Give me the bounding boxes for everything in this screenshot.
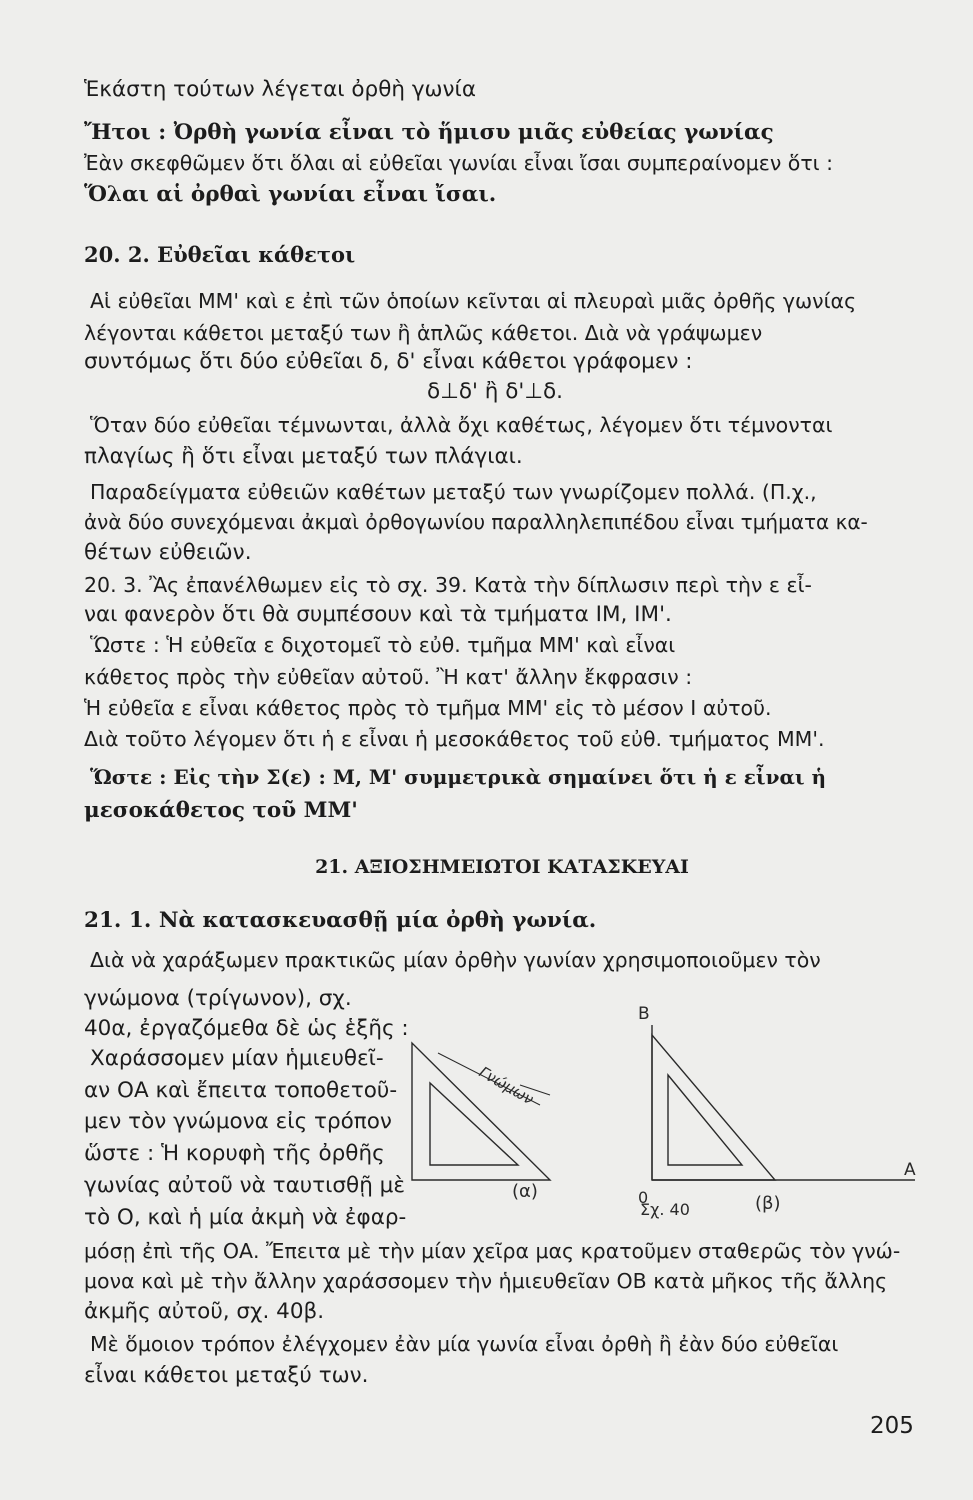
paragraph-line: συντόμως ὅτι δύο εὐθεῖαι δ, δ' εἶναι κάθετοι γράφομεν :: [84, 349, 693, 374]
section-20-3-line: 20. 3. Ἂς ἐπανέλθωμεν εἰς τὸ σχ. 39. Κατὰ τὴν δίπλωσιν περὶ τὴν ε εἶ-: [84, 573, 812, 597]
perpendicular-notation: δ⊥δ' ἢ δ'⊥δ.: [426, 379, 564, 404]
paragraph-line: Ὅταν δύο εὐθεῖαι τέμνωνται, ἀλλὰ ὄχι καθέτως, λέγομεν ὅτι τέμνονται: [90, 413, 833, 437]
paragraph-line: κάθετος πρὸς τὴν εὐθεῖαν αὐτοῦ. Ἢ κατ' ἄλλην ἔκφρασιν :: [84, 665, 693, 689]
paragraph-line: 40α, ἐργαζόμεθα δὲ ὡς ἑξῆς :: [84, 1016, 409, 1041]
perpendicular-bisector-statement-end: μεσοκάθετος τοῦ ΜΜ': [84, 798, 358, 823]
point-o-label: 0: [638, 1188, 649, 1207]
set-square-b-outline: [652, 1035, 775, 1180]
page-number: 205: [870, 1413, 914, 1439]
figure-label-b: (β): [755, 1193, 781, 1214]
ruler-label: Γνώμων: [476, 1062, 537, 1109]
line-right-angle-definition: Ἑκάστη τούτων λέγεται ὀρθὴ γωνία: [84, 77, 477, 102]
point-b-label: B: [638, 1004, 650, 1024]
paragraph-line: πλαγίως ἢ ὅτι εἶναι μεταξύ των πλάγιαι.: [84, 444, 523, 469]
paragraph-line: ἀνὰ δύο συνεχόμεναι ἀκμαὶ ὀρθογωνίου παραλληλεπιπέδου εἶναι τμήματα κα-: [84, 510, 868, 534]
chapter-heading-21: 21. ΑΞΙΟΣΗΜΕΙΩΤΟΙ ΚΑΤΑΣΚΕΥΑΙ: [315, 856, 689, 878]
paragraph-line: ἀκμῆς αὐτοῦ, σχ. 40β.: [84, 1299, 325, 1324]
paragraph-line: ὥστε : Ἡ κορυφὴ τῆς ὀρθῆς: [84, 1141, 385, 1166]
paragraph-line: θέτων εὐθειῶν.: [84, 540, 252, 565]
paragraph-line: Ὥστε : Ἡ εὐθεῖα ε διχοτομεῖ τὸ εὐθ. τμῆμα ΜΜ' καὶ εἶναι: [90, 633, 676, 657]
paragraph-line: εἶναι κάθετοι μεταξύ των.: [84, 1363, 369, 1388]
line-all-straight-angles-equal: Ἐὰν σκεφθῶμεν ὅτι ὅλαι αἱ εὐθεῖαι γωνίαι εἶναι ἴσαι συμπεραίνομεν ὅτι :: [84, 151, 834, 175]
paragraph-line: γωνίας αὐτοῦ νὰ ταυτισθῇ μὲ: [84, 1173, 405, 1198]
paragraph-line: Παραδείγματα εὐθειῶν καθέτων μεταξύ των γνωρίζομεν πολλά. (Π.χ.,: [90, 480, 817, 504]
paragraph-line: Αἱ εὐθεῖαι ΜΜ' καὶ ε ἐπὶ τῶν ὁποίων κεῖνται αἱ πλευραὶ μιᾶς ὀρθῆς γωνίας: [90, 289, 857, 313]
line-all-right-angles-equal: Ὅλαι αἱ ὀρθαὶ γωνίαι εἶναι ἴσαι.: [84, 182, 497, 207]
set-square-b-inner-cutout: [668, 1075, 742, 1165]
paragraph-line: τὸ Ο, καὶ ἡ μία ἀκμὴ νὰ ἐφαρ-: [84, 1205, 407, 1230]
paragraph-line: Ἡ εὐθεῖα ε εἶναι κάθετος πρὸς τὸ τμῆμα ΜΜ' εἰς τὸ μέσον Ι αὐτοῦ.: [84, 696, 772, 720]
figure-caption: Σχ. 40: [640, 1200, 690, 1219]
paragraph-line: Χαράσσομεν μίαν ἡμιευθεῖ-: [90, 1046, 384, 1071]
figure-40a-set-square: [412, 1043, 550, 1180]
paragraph-line: μεν τὸν γνώμονα εἰς τρόπον: [84, 1109, 392, 1134]
paragraph-line: μόσῃ ἐπὶ τῆς ΟΑ. Ἔπειτα μὲ τὴν μίαν χεῖρα μας κρατοῦμεν σταθερῶς τὸν γνώ-: [84, 1239, 901, 1263]
figure-40b-angle: [652, 1025, 915, 1180]
paragraph-line: μονα καὶ μὲ τὴν ἄλλην χαράσσομεν τὴν ἡμιευθεῖαν ΟΒ κατὰ μῆκος τῆς ἄλλης: [84, 1269, 888, 1293]
paragraph-line: Διὰ τοῦτο λέγομεν ὅτι ἡ ε εἶναι ἡ μεσοκάθετος τοῦ εὐθ. τμήματος ΜΜ'.: [84, 727, 825, 751]
line-right-angle-half-straight: Ἤτοι : Ὀρθὴ γωνία εἶναι τὸ ἥμισυ μιᾶς εὐθείας γωνίας: [84, 120, 774, 145]
perpendicular-bisector-statement: Ὥστε : Εἰς τὴν Σ(ε) : Μ, Μ' συμμετρικὰ σημαίνει ὅτι ἡ ε εἶναι ἡ: [90, 765, 827, 789]
paragraph-line: Διὰ νὰ χαράξωμεν πρακτικῶς μίαν ὀρθὴν γωνίαν χρησιμοποιοῦμεν τὸν: [90, 948, 821, 972]
paragraph-line: αν ΟΑ καὶ ἔπειτα τοποθετοῦ-: [84, 1078, 398, 1103]
figure-label-a: (α): [512, 1181, 538, 1202]
paragraph-line: ναι φανερὸν ὅτι θὰ συμπέσουν καὶ τὰ τμήματα ΙΜ, ΙΜ'.: [84, 602, 672, 627]
section-heading-21-1: 21. 1. Νὰ κατασκευασθῇ μία ὀρθὴ γωνία.: [84, 908, 597, 933]
paragraph-line: λέγονται κάθετοι μεταξύ των ἢ ἁπλῶς κάθετοι. Διὰ νὰ γράψωμεν: [84, 321, 763, 345]
paragraph-line: γνώμονα (τρίγωνον), σχ.: [84, 986, 352, 1011]
point-a-label: A: [904, 1160, 916, 1180]
figure-40: [400, 985, 925, 1225]
paragraph-line: Μὲ ὅμοιον τρόπον ἐλέγχομεν ἐὰν μία γωνία εἶναι ὀρθὴ ἢ ἐὰν δύο εὐθεῖαι: [90, 1332, 839, 1356]
section-heading-20-2: 20. 2. Εὐθεῖαι κάθετοι: [84, 242, 356, 267]
set-square-inner-cutout: [430, 1083, 518, 1165]
set-square-outline: [412, 1043, 550, 1180]
